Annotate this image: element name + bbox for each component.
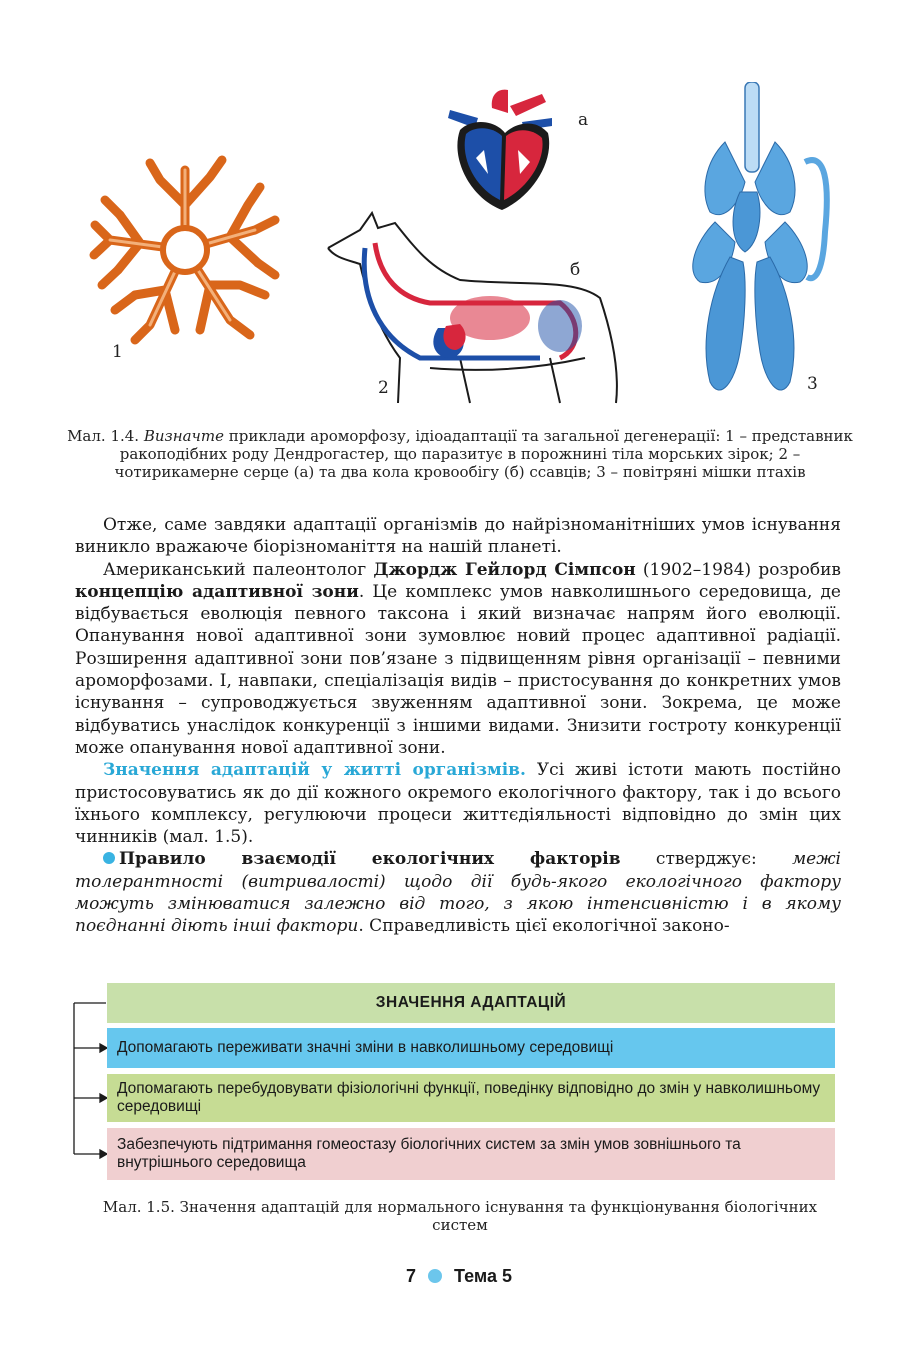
figure-label-b: б <box>570 260 581 280</box>
p3-text: Усі живі істоти мають постійно пристосовуватись як до дії кожного окремого екологічного фактору, так і до всього їхнього комплексу, регулюючи процеси життєдіяльності відповідно до змін цих чинників (мал. 1.5). <box>75 760 842 848</box>
rule-name: Правило взаємодії екологічних факторів <box>119 849 621 870</box>
figure-label-3: 3 <box>807 374 818 394</box>
bird-air-sacs-illustration <box>685 82 835 402</box>
page-footer <box>0 1266 918 1287</box>
p4-text-mid: стверджує: <box>620 849 793 870</box>
paragraph-3 <box>75 759 841 848</box>
simpson-name: Джордж Гейлорд Сімпсон <box>373 559 636 580</box>
rule-statement: межі толерантності (витривалості) щодо дії будь-якого екологічного фактору можуть змінюватися залежно від того, з якою інтенсивністю і в якому поєднанні діють інші фактори <box>75 849 841 937</box>
adaptations-scheme <box>72 982 838 1182</box>
paragraph-1: Отже, саме завдяки адаптації організмів до найрізноманітніших умов існування виникло вражаюче біорізноманіття на нашій планеті. <box>75 515 841 558</box>
figure-1-4 <box>70 80 850 410</box>
body-text <box>75 514 841 938</box>
page-number: 7 <box>406 1266 417 1286</box>
caption-rest: приклади ароморфозу, ідіоадаптації та загальної дегенерації: 1 – представник ракоподібних роду Дендрогастер, що паразитує в порожнині тіла морських зірок; 2 – чотирикамерне серце (а) та два кола кровообігу (б) ссавців; 3 – повітряні мішки птахів <box>114 427 853 481</box>
scheme-item-1: Допомагають переживати значні зміни в навколишньому середовищі <box>107 1028 835 1068</box>
mammal-circulation-illustration <box>320 208 620 408</box>
section-heading: Значення адаптацій у житті організмів. <box>103 760 526 781</box>
p2-text-a: Американський палеонтолог <box>103 559 374 580</box>
p2-text-b: (1902–1984) розробив <box>635 559 841 580</box>
scheme-title: ЗНАЧЕННЯ АДАПТАЦІЙ <box>107 983 835 1023</box>
paragraph-2 <box>75 559 841 760</box>
figure-label-2: 2 <box>378 378 389 398</box>
footer-dot-icon <box>428 1269 442 1283</box>
scheme-item-2: Допомагають перебудовувати фізіологічні функції, поведінку відповідно до змін у навколишньому середовищі <box>107 1074 835 1122</box>
figure-1-5-caption: Мал. 1.5. Значення адаптацій для нормального існування та функціонування біологічних систем <box>102 1198 818 1234</box>
scheme-connector-lines <box>72 982 112 1182</box>
adaptive-zone-term: концепцію адаптивної зони <box>75 581 359 602</box>
p4-text-end: . Справедливість цієї екологічної законо- <box>358 916 730 937</box>
paragraph-4 <box>75 848 841 937</box>
figure-1-4-caption <box>60 427 860 481</box>
figure-label-a: а <box>578 110 589 130</box>
dendrogaster-illustration <box>80 145 290 355</box>
heart-illustration <box>430 88 580 213</box>
scheme-item-3: Забезпечують підтримання гомеостазу біологічних систем за змін умов зовнішнього та внутрішнього середовища <box>107 1128 835 1180</box>
figure-label-1: 1 <box>112 342 123 362</box>
bullet-icon <box>103 852 115 864</box>
caption-prefix: Мал. 1.4. <box>67 427 144 445</box>
caption-italic: Визначте <box>143 427 224 445</box>
p2-text-c: . Це комплекс умов навколишнього середовища, де відбувається еволюція певного таксона і який визначає напрям його еволюції. Опанування нової адаптивної зони зумовлює новий процес адаптивної радіації. Розширення адаптивної зони пов’язане з підвищенням рівня організації – певними ароморфозами. І, навпаки, спеціалізація видів – пристосування до конкретних умов існування – супроводжується звуженням адаптивної зони. Зокрема, це може відбуватись унаслідок конкуренції з іншими видами. Знизити гостроту конкуренції може опанування нової адаптивної зони. <box>75 581 841 758</box>
topic-label: Тема 5 <box>454 1266 512 1286</box>
